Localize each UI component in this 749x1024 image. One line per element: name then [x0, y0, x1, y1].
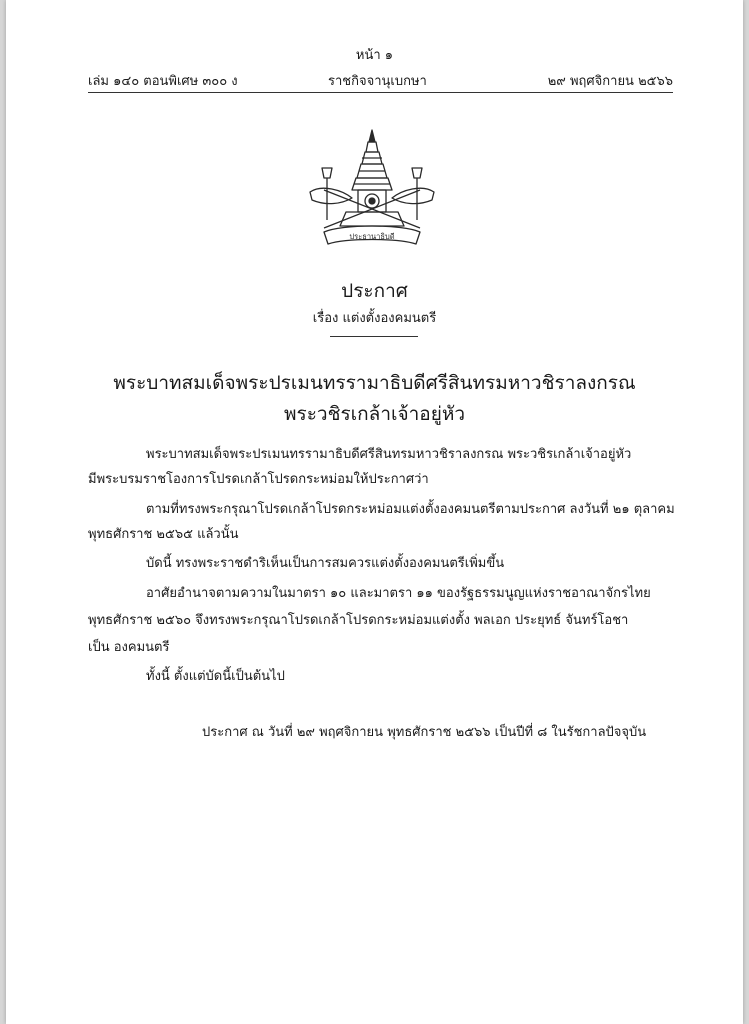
paragraph-4-line-2: พุทธศักราช ๒๕๖๐ จึงทรงพระกรุณาโปรดเกล้าโปรดกระหม่อมแต่งตั้ง พลเอก ประยุทธ์ จันทร์โอชา	[88, 613, 629, 628]
paragraph-5-line-1: ทั้งนี้ ตั้งแต่บัดนี้เป็นต้นไป	[146, 669, 285, 684]
announcement-title: ประกาศ	[341, 280, 408, 302]
gazette-header	[88, 70, 673, 90]
royal-emblem-icon	[302, 128, 442, 256]
paragraph-4-line-3: เป็น องคมนตรี	[88, 640, 170, 655]
publication-date: ๒๙ พฤศจิกายน ๒๕๖๖	[547, 74, 673, 89]
paragraph-2-line-1: ตามที่ทรงพระกรุณาโปรดเกล้าโปรดกระหม่อมแต่งตั้งองคมนตรีตามประกาศ ลงวันที่ ๒๑ ตุลาคม	[146, 502, 675, 517]
emblem-motto: ประธานาธิบดี	[349, 232, 395, 241]
king-name-line-2: พระวชิรเกล้าเจ้าอยู่หัว	[283, 403, 466, 425]
paragraph-3-line-1: บัดนี้ ทรงพระราชดำริเห็นเป็นการสมควรแต่งตั้งองคมนตรีเพิ่มขึ้น	[146, 556, 505, 571]
closing-statement: ประกาศ ณ วันที่ ๒๙ พฤศจิกายน พุทธศักราช ๒๕๖๖ เป็นปีที่ ๘ ในรัชกาลปัจจุบัน	[202, 725, 647, 740]
king-name-line-1: พระบาทสมเด็จพระปรเมนทรรามาธิบดีศรีสินทรมหาวชิราลงกรณ	[113, 372, 636, 394]
paragraph-1-line-2: มีพระบรมราชโองการโปรดเกล้าโปรดกระหม่อมให้ประกาศว่า	[88, 472, 429, 487]
header-divider	[88, 92, 673, 93]
announcement-subject: เรื่อง แต่งตั้งองคมนตรี	[312, 311, 437, 326]
paragraph-4-line-1: อาศัยอำนาจตามความในมาตรา ๑๐ และมาตรา ๑๑ ของรัฐธรรมนูญแห่งราชอาณาจักรไทย	[146, 586, 651, 601]
publication-name: ราชกิจจานุเบกษา	[328, 74, 427, 89]
paragraph-1-line-1: พระบาทสมเด็จพระปรเมนทรรามาธิบดีศรีสินทรมหาวชิราลงกรณ พระวชิรเกล้าเจ้าอยู่หัว	[146, 447, 632, 462]
volume-issue: เล่ม ๑๔๐ ตอนพิเศษ ๓๐๐ ง	[88, 74, 238, 89]
paragraph-2-line-2: พุทธศักราช ๒๕๖๕ แล้วนั้น	[88, 527, 239, 542]
page-number: หน้า ๑	[355, 48, 394, 63]
document-page	[6, 0, 743, 1024]
title-divider	[330, 336, 418, 337]
